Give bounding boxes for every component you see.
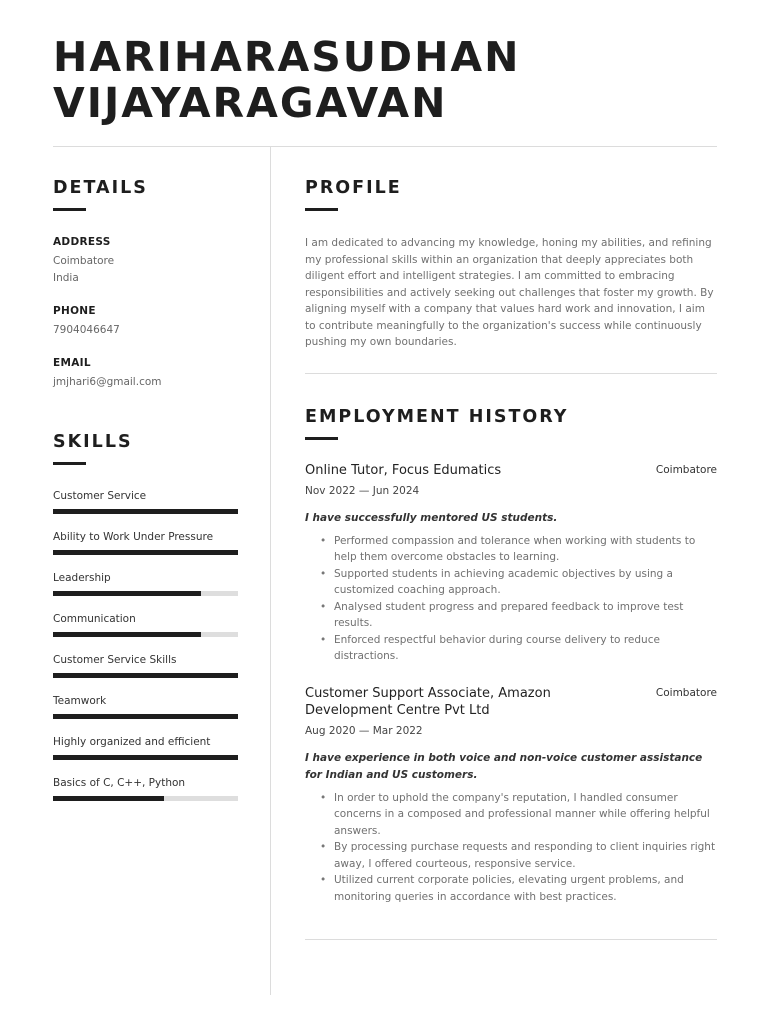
profile-text: I am dedicated to advancing my knowledge, honing my abilities, and refining my professional skills within an organization that deeply appreciates both diligent effort and intelligent strategies. I am committed to embracing responsibilities and actively seeking out challenges that foster my growth. By aligning myself with a company that values hard work and innovation, I aim to contribute meaningfully to the organization's success while continuously pushing my own boundaries.: [305, 237, 714, 348]
header-divider: [53, 146, 717, 147]
phone-label: PHONE: [53, 305, 96, 317]
job-location: Coimbatore: [655, 463, 717, 476]
bullet-icon: •: [320, 791, 327, 804]
job-dates: Nov 2022 — Jun 2024: [305, 484, 420, 497]
bullet-text: In order to uphold the company's reputation, I handled consumer concerns in a composed and professional manner while offering helpful answers.: [334, 791, 710, 837]
first-name: HARIHARASUDHAN: [53, 33, 521, 81]
profile-section: [305, 178, 717, 351]
bullet-text: By processing purchase requests and responding to client inquiries right away, I offered courteous, responsive service.: [334, 841, 716, 870]
skill-bar: [53, 632, 238, 637]
skill-item: [53, 612, 239, 653]
skills-title: SKILLS: [53, 432, 133, 452]
skills-section: [53, 432, 239, 817]
skill-item: [53, 735, 239, 776]
skill-bar-fill: [53, 673, 238, 678]
bullet-icon: •: [320, 874, 327, 886]
bullet-text: Utilized current corporate policies, elevating urgent problems, and monitoring queries in accordance with best practices.: [334, 874, 684, 903]
bullet-text: Performed compassion and tolerance when working with students to help them overcome obstacles to learning.: [334, 534, 696, 563]
skill-name: Leadership: [53, 572, 111, 584]
bullet-icon: •: [320, 534, 327, 547]
skill-name: Ability to Work Under Pressure: [53, 531, 214, 543]
bullet-icon: •: [320, 841, 327, 853]
bullet-icon: •: [320, 600, 327, 613]
list-item: [305, 790, 717, 840]
job-summary: I have experience in both voice and non-voice customer assistance for Indian and US customers.: [305, 751, 703, 781]
job-dates: Aug 2020 — Mar 2022: [305, 724, 423, 737]
main-column: [305, 178, 717, 940]
skill-item: [53, 776, 239, 817]
skill-name: Highly organized and efficient: [53, 736, 211, 748]
skill-item: [53, 489, 239, 530]
column-divider: [270, 147, 271, 995]
employment-section: [305, 407, 717, 941]
skill-bar-fill: [53, 591, 201, 596]
skill-bar: [53, 673, 238, 678]
skill-name: Customer Service: [53, 490, 147, 502]
skill-bar: [53, 714, 238, 719]
skill-item: [53, 530, 239, 571]
skill-name: Basics of C, C++, Python: [53, 777, 186, 789]
skill-bar: [53, 509, 238, 514]
details-section: [53, 178, 239, 391]
skills-list: [53, 489, 239, 817]
details-title: DETAILS: [53, 178, 148, 198]
skill-item: [53, 571, 239, 612]
profile-title: PROFILE: [305, 178, 402, 198]
job-entry: [305, 462, 717, 665]
job-entry: [305, 685, 717, 906]
skill-bar: [53, 591, 238, 596]
job-title: Online Tutor, Focus Edumatics: [305, 462, 502, 478]
job-bullets: [305, 533, 717, 665]
skills-title-underline: [53, 462, 86, 465]
bullet-text: Supported students in achieving academic objectives by using a customized coaching approach.: [334, 567, 673, 596]
address-city: Coimbatore: [53, 255, 115, 267]
bullet-icon: •: [320, 567, 327, 580]
job-bullets: [305, 790, 717, 906]
skill-bar-fill: [53, 796, 164, 801]
details-title-underline: [53, 208, 86, 211]
resume-name: [53, 34, 713, 126]
skill-bar-fill: [53, 755, 238, 760]
skill-name: Customer Service Skills: [53, 654, 177, 666]
list-item: [305, 872, 717, 905]
list-item: [305, 632, 717, 665]
skill-bar-fill: [53, 509, 238, 514]
bullet-text: Enforced respectful behavior during course delivery to reduce distractions.: [334, 633, 660, 662]
skill-bar-fill: [53, 550, 238, 555]
address-label: ADDRESS: [53, 236, 111, 248]
job-title: Customer Support Associate, Amazon Development Centre Pvt Ltd: [305, 685, 551, 718]
skill-name: Teamwork: [53, 695, 107, 707]
skill-bar: [53, 550, 238, 555]
address-country: India: [53, 272, 79, 284]
skill-item: [53, 694, 239, 735]
profile-title-underline: [305, 208, 338, 211]
email-value: jmjhari6@gmail.com: [53, 376, 162, 388]
bullet-icon: •: [320, 633, 327, 646]
skill-bar: [53, 755, 238, 760]
bullet-text: Analysed student progress and prepared feedback to improve test results.: [334, 600, 684, 629]
job-summary: I have successfully mentored US students.: [305, 511, 558, 524]
employment-title: EMPLOYMENT HISTORY: [305, 406, 569, 427]
list-item: [305, 566, 717, 599]
skill-bar-fill: [53, 714, 238, 719]
email-label: EMAIL: [53, 357, 91, 369]
skill-name: Communication: [53, 613, 136, 625]
skill-bar-fill: [53, 632, 201, 637]
phone-value: 7904046647: [53, 324, 120, 336]
section-divider: [305, 373, 717, 374]
last-name: VIJAYARAGAVAN: [53, 79, 448, 127]
list-item: [305, 839, 717, 872]
list-item: [305, 533, 717, 566]
skill-bar: [53, 796, 238, 801]
section-divider: [305, 939, 717, 940]
list-item: [305, 599, 717, 632]
employment-title-underline: [305, 437, 338, 440]
skill-item: [53, 653, 239, 694]
job-location: Coimbatore: [655, 686, 717, 699]
